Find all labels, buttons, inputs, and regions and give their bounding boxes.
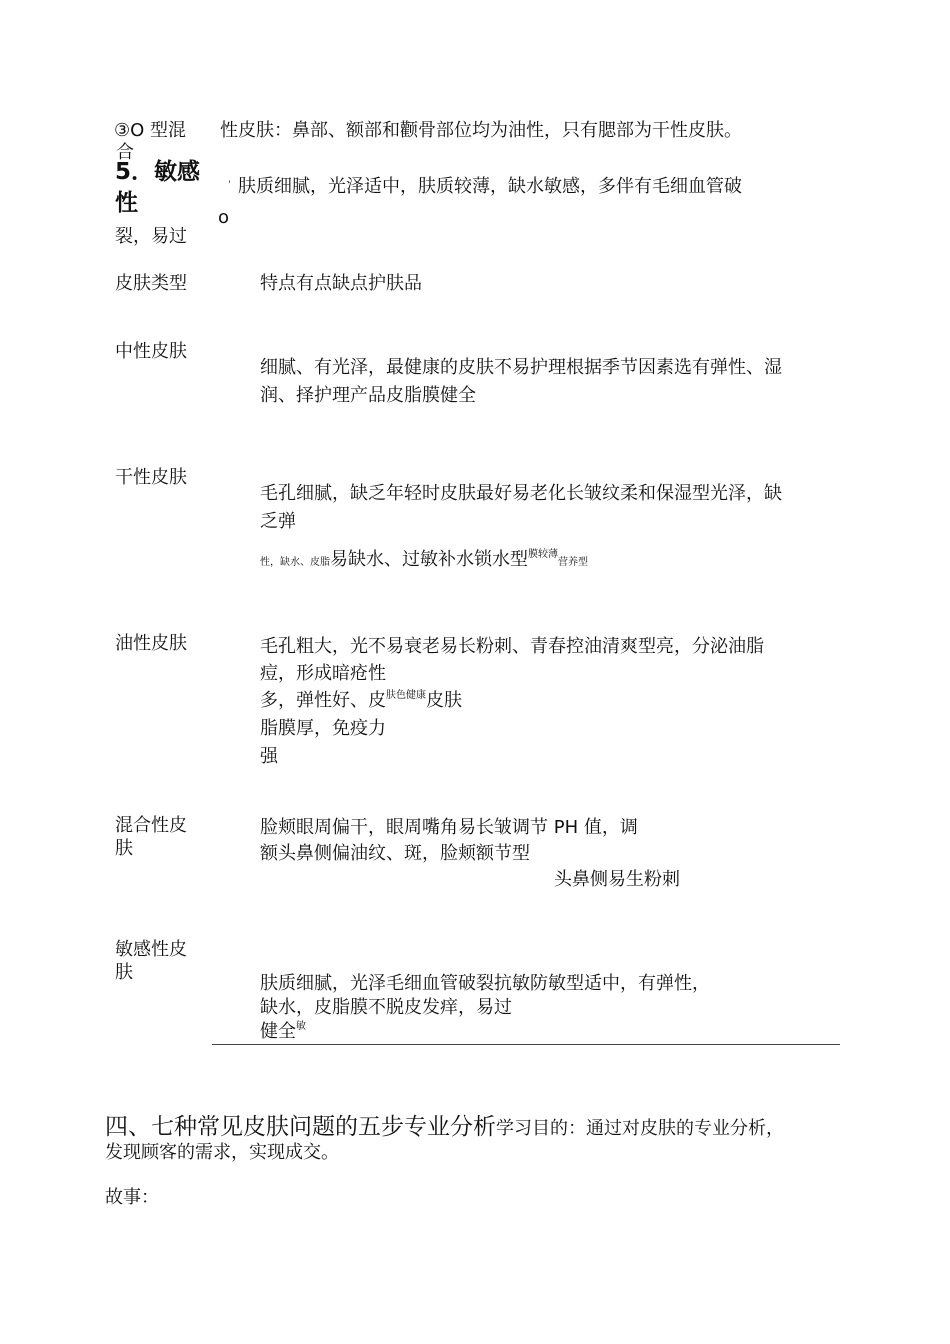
row-sensitive-type-line1: 敏感性皮	[115, 939, 187, 960]
row-combo-line3: 头鼻侧易生粉刺	[554, 869, 680, 890]
row-sensitive-line1: 肤质细腻，光泽毛细血管破裂抗敏防敏型适中，有弹性，	[260, 973, 710, 994]
row-combo-type-line1: 混合性皮	[115, 815, 187, 836]
row-oily-line1: 毛孔粗大，光不易衰老易长粉刺、青春控油清爽型亮，分泌油脂	[260, 636, 764, 657]
row-oily-line5: 强	[260, 746, 278, 767]
row-neutral-line1: 细腻、有光泽，最健康的皮肤不易护理根据季节因素选有弹性、湿	[260, 357, 782, 378]
row-neutral-type: 中性皮肤	[115, 341, 187, 362]
row-oily-line2: 痘，形成暗疮性	[260, 663, 386, 684]
item3-label: ③O 型混	[114, 120, 187, 141]
row-oily-type: 油性皮肤	[115, 633, 187, 654]
row-sensitive-line2: 缺水，皮脂膜不脱皮发痒，易过	[260, 997, 512, 1018]
row-sensitive-type-line2: 肤	[115, 962, 133, 983]
row-combo-line2: 额头鼻侧偏油纹、斑，脸颊额节型	[260, 843, 530, 864]
section4-title: 四、七种常见皮肤问题的五步专业分析	[105, 1114, 496, 1140]
row-combo-line1: 脸颊眼周偏干，眼周嘴角易长皱调节 PH 值，调	[260, 817, 638, 838]
row-neutral-line2: 润、择护理产品皮脂膜健全	[260, 385, 476, 406]
item5-cont: 裂，易过	[115, 226, 187, 247]
row-dry-line3: 性，缺水、皮脂易缺水、过敏补水锁水型$^{膜较薄}$营养型	[260, 549, 588, 570]
row-combo-type-line2: 肤	[115, 838, 133, 859]
item3-text: 性皮肤：鼻部、额部和颧骨部位均为油性，只有腮部为干性皮肤。	[220, 120, 742, 141]
item5-heading-line2: 性	[115, 190, 138, 216]
section4-purpose: 学习目的：通过对皮肤的专业分析，	[496, 1118, 784, 1139]
item3-label-cut: 合	[116, 142, 134, 163]
row-oily-line4: 脂膜厚，免疫力	[260, 718, 386, 739]
row-dry-line1: 毛孔细腻，缺乏年轻时皮肤最好易老化长皱纹柔和保湿型光泽，缺	[260, 483, 782, 504]
row-dry-line2: 乏弹	[260, 511, 296, 532]
item5-end: o	[218, 207, 230, 228]
section4-purpose-cont: 发现顾客的需求，实现成交。	[105, 1142, 339, 1163]
row-dry-type: 干性皮肤	[115, 467, 187, 488]
item5-heading-line1: 5．敏感	[115, 159, 201, 185]
table-header-features: 特点有点缺点护肤品	[260, 273, 422, 294]
row-sensitive-line3: 健全$^敏$	[260, 1021, 306, 1042]
section4-story: 故事：	[105, 1187, 159, 1208]
table-bottom-rule	[212, 1044, 840, 1045]
item5-mark: ˈ	[228, 180, 231, 191]
row-oily-line3: 多，弹性好、皮$^{肤色健康}$皮肤	[260, 690, 462, 711]
table-header-type: 皮肤类型	[115, 273, 187, 294]
section4-heading-line	[105, 1113, 784, 1141]
item5-text: 肤质细腻，光泽适中，肤质较薄，缺水敏感，多伴有毛细血管破	[238, 176, 742, 197]
